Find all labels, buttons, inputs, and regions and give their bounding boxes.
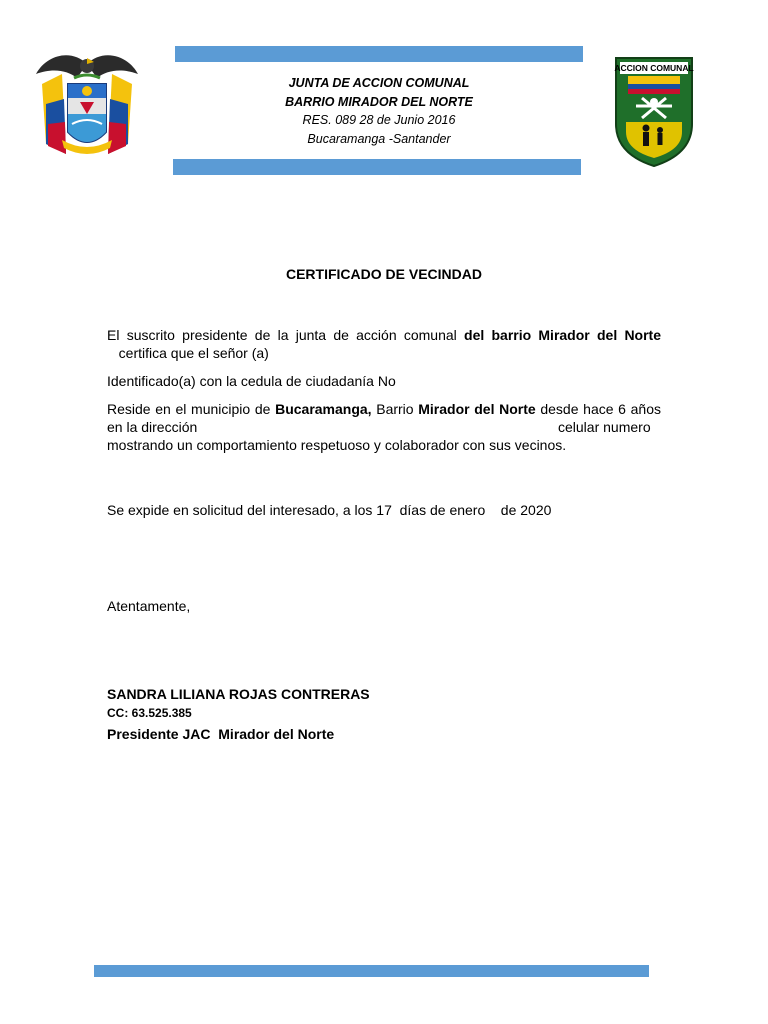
issue-date-paragraph: Se expide en solicitud del interesado, a los 17 días de enero de 2020 (107, 502, 552, 518)
letterhead-resolution: RES. 089 28 de Junio 2016 (302, 113, 456, 127)
p3-bold-city: Bucaramanga, (275, 401, 372, 417)
colombia-coat-of-arms-icon (32, 44, 142, 168)
letterhead (175, 74, 583, 148)
header-top-bar (175, 46, 583, 62)
signatory-name: SANDRA LILIANA ROJAS CONTRERAS (107, 686, 370, 702)
p3-bold-neighborhood: Mirador del Norte (418, 401, 536, 417)
p3-text-a: Reside en el municipio de (107, 401, 276, 417)
document-title: CERTIFICADO DE VECINDAD (285, 266, 482, 282)
letterhead-org: JUNTA DE ACCION COMUNAL (288, 76, 470, 90)
residence-phone-row (558, 418, 651, 436)
p3-text-f: celular numero (558, 419, 651, 435)
residence-paragraph (107, 400, 661, 454)
letterhead-neighborhood: BARRIO MIRADOR DEL NORTE (285, 94, 473, 109)
header-bottom-bar (173, 159, 581, 175)
p3-text-c: Barrio (371, 401, 419, 417)
certification-paragraph (107, 326, 661, 362)
letterhead-city: Bucaramanga -Santander (307, 131, 451, 146)
id-paragraph: Identificado(a) con la cedula de ciudadanía No (107, 373, 396, 389)
accion-comunal-shield-icon (612, 54, 696, 168)
footer-bar (94, 965, 649, 977)
p3-text-e: desde hace 6 años en la dirección (107, 401, 661, 435)
residence-line-3: mostrando un comportamiento respetuoso y colaborador con sus vecinos. (107, 437, 567, 453)
signatory-role: Presidente JAC Mirador del Norte (107, 726, 335, 742)
signatory-id: CC: 63.525.385 (107, 706, 192, 720)
closing-text: Atentamente, (107, 598, 191, 614)
svg-text:ACCION COMUNAL: ACCION COMUNAL (614, 63, 694, 73)
p1-text-c: certifica que el señor (a) (107, 345, 269, 361)
p1-bold-neighborhood: del barrio Mirador del Norte (464, 327, 662, 343)
p1-text-a: El suscrito presidente de la junta de acción comunal (107, 327, 465, 343)
